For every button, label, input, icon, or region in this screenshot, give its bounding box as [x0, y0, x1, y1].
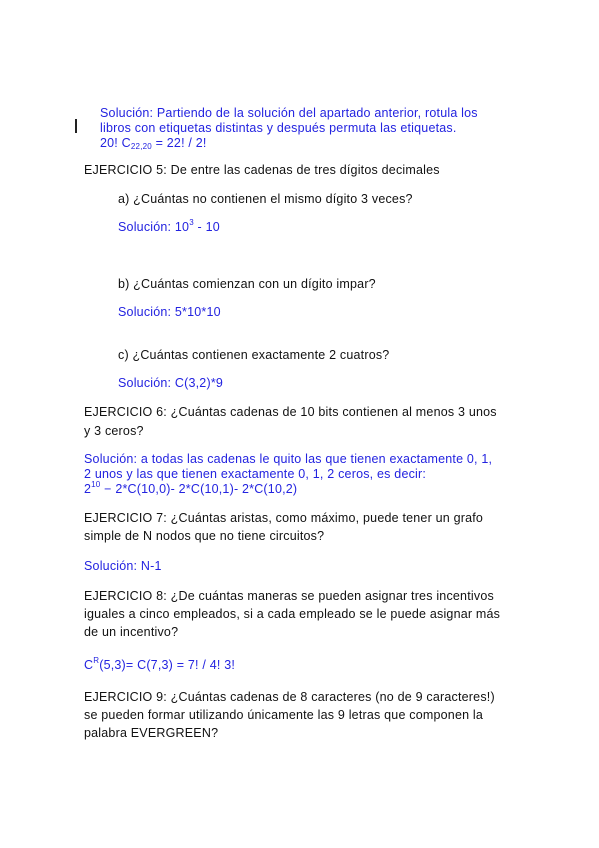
ej5-solution-a-base: Solución: 10: [118, 220, 190, 234]
ej6-solution-line-1: Solución: a todas las cadenas le quito las que tienen exactamente 0, 1,: [84, 452, 493, 466]
ej5-question-b: b) ¿Cuántas comienzan con un dígito impar?: [118, 277, 376, 291]
ej5-question-c: c) ¿Cuántas contienen exactamente 2 cuatros?: [118, 348, 390, 362]
intro-solution-formula-a: 20! C: [100, 136, 131, 150]
intro-solution-formula-b: = 22! / 2!: [155, 136, 207, 150]
ej6-solution-line-3: [84, 482, 297, 497]
ej8-line-3: de un incentivo?: [84, 625, 179, 639]
intro-solution-line-2: libros con etiquetas distintas y después permuta las etiquetas.: [100, 121, 457, 135]
text-cursor-marker: [75, 119, 77, 133]
ej6-solution-line-2: 2 unos y las que tienen exactamente 0, 1, 2 ceros, es decir:: [84, 467, 427, 481]
ej5-solution-a: [118, 220, 220, 235]
intro-solution-subscript: 22,20: [130, 142, 152, 151]
ej5-question-a: a) ¿Cuántas no contienen el mismo dígito 3 veces?: [118, 192, 413, 206]
intro-solution-line-3: [100, 136, 207, 151]
ej8-solution-rest: (5,3)= C(7,3) = 7! / 4! 3!: [99, 658, 236, 672]
ej7-line-2: simple de N nodos que no tiene circuitos?: [84, 529, 325, 543]
ej8-line-1: EJERCICIO 8: ¿De cuántas maneras se pueden asignar tres incentivos: [84, 589, 494, 603]
intro-solution-line-1: Solución: Partiendo de la solución del apartado anterior, rotula los: [100, 106, 478, 120]
ej8-solution-superscript: R: [93, 656, 100, 665]
ej5-solution-b: Solución: 5*10*10: [118, 305, 221, 319]
ej8-line-2: iguales a cinco empleados, si a cada empleado se le puede asignar más: [84, 607, 501, 621]
ej5-solution-c: Solución: C(3,2)*9: [118, 376, 224, 390]
ej7-line-1: EJERCICIO 7: ¿Cuántas aristas, como máximo, puede tener un grafo: [84, 511, 484, 525]
ej9-line-3: palabra EVERGREEN?: [84, 726, 219, 740]
ej7-solution: Solución: N-1: [84, 559, 162, 573]
ej6-line-1: EJERCICIO 6: ¿Cuántas cadenas de 10 bits contienen al menos 3 unos: [84, 405, 497, 419]
ej9-line-2: se pueden formar utilizando únicamente las 9 letras que componen la: [84, 708, 484, 722]
ej5-solution-a-rest: - 10: [193, 220, 220, 234]
ej6-solution-rest: − 2*C(10,0)- 2*C(10,1)- 2*C(10,2): [100, 482, 298, 496]
ej5-solution-a-exponent: 3: [189, 218, 194, 227]
ej6-line-2: y 3 ceros?: [84, 424, 144, 438]
ej6-solution-exponent: 10: [91, 480, 101, 489]
ej5-title: EJERCICIO 5: De entre las cadenas de tres dígitos decimales: [84, 163, 440, 177]
ej8-solution-base: C: [84, 658, 94, 672]
ej9-line-1: EJERCICIO 9: ¿Cuántas cadenas de 8 caracteres (no de 9 caracteres!): [84, 690, 495, 704]
ej6-solution-base: 2: [84, 482, 92, 496]
ej8-solution: [84, 658, 235, 673]
